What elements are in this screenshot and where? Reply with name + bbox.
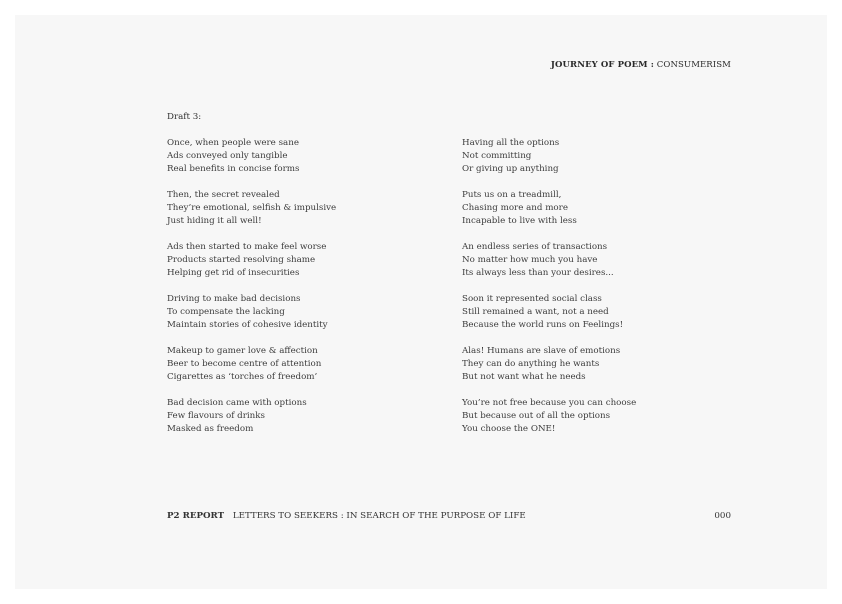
poem-left-column xyxy=(167,137,336,449)
page-footer xyxy=(167,511,526,521)
poem-stanza xyxy=(462,137,636,176)
poem-line: Just hiding it all well! xyxy=(167,216,262,226)
poem-line: Masked as freedom xyxy=(167,424,254,434)
poem-line: Cigarettes as ‘torches of freedom’ xyxy=(167,372,318,382)
poem-line: Once, when people were sane xyxy=(167,138,299,148)
poem-line: Then, the secret revealed xyxy=(167,190,280,200)
poem-line: You’re not free because you can choose xyxy=(462,398,637,408)
page-sheet xyxy=(15,15,827,589)
page-number: 000 xyxy=(714,511,731,521)
poem-line: Ads conveyed only tangible xyxy=(167,151,288,161)
poem-line: They’re emotional, selfish & impulsive xyxy=(167,203,337,213)
poem-stanza xyxy=(167,293,336,332)
poem-stanza xyxy=(462,189,636,228)
poem-stanza xyxy=(462,345,636,384)
footer-subtitle: LETTERS TO SEEKERS : IN SEARCH OF THE PURPOSE OF LIFE xyxy=(232,511,526,521)
poem-line: Products started resolving shame xyxy=(167,255,316,265)
poem-line: They can do anything he wants xyxy=(462,359,600,369)
poem-line: Not committing xyxy=(462,151,532,161)
draft-title: Draft 3: xyxy=(167,112,202,122)
poem-line: Because the world runs on Feelings! xyxy=(462,320,624,330)
poem-line: Real benefits in concise forms xyxy=(167,164,300,174)
poem-line: To compensate the lacking xyxy=(167,307,285,317)
poem-stanza xyxy=(167,241,336,280)
poem-line: Its always less than your desires... xyxy=(462,268,614,278)
poem-line: Few flavours of drinks xyxy=(167,411,265,421)
poem-line: But not want what he needs xyxy=(462,372,586,382)
poem-line: Alas! Humans are slave of emotions xyxy=(462,346,621,356)
poem-line: But because out of all the options xyxy=(462,411,611,421)
poem-line: You choose the ONE! xyxy=(462,424,556,434)
poem-line: Driving to make bad decisions xyxy=(167,294,301,304)
poem-stanza xyxy=(462,293,636,332)
poem-stanza xyxy=(167,137,336,176)
poem-line: Or giving up anything xyxy=(462,164,559,174)
page-header xyxy=(551,60,731,70)
poem-line: Makeup to gamer love & affection xyxy=(167,346,318,356)
header-title-bold: JOURNEY OF POEM : xyxy=(550,60,654,70)
poem-line: Ads then started to make feel worse xyxy=(167,242,327,252)
poem-line: Chasing more and more xyxy=(462,203,568,213)
poem-stanza xyxy=(167,345,336,384)
poem-stanza xyxy=(462,241,636,280)
poem-stanza xyxy=(167,397,336,436)
poem-line: Puts us on a treadmill, xyxy=(462,190,562,200)
header-title-rest: CONSUMERISM xyxy=(656,60,731,70)
poem-line: An endless series of transactions xyxy=(462,242,608,252)
poem-line: Beer to become centre of attention xyxy=(167,359,322,369)
poem-line: Bad decision came with options xyxy=(167,398,307,408)
poem-stanza xyxy=(462,397,636,436)
poem-right-column xyxy=(462,137,636,449)
poem-stanza xyxy=(167,189,336,228)
poem-line: Soon it represented social class xyxy=(462,294,602,304)
poem-line: Incapable to live with less xyxy=(462,216,577,226)
poem-line: Still remained a want, not a need xyxy=(462,307,609,317)
poem-line: Having all the options xyxy=(462,138,560,148)
poem-line: Maintain stories of cohesive identity xyxy=(167,320,328,330)
footer-report-label: P2 REPORT xyxy=(167,511,225,521)
poem-line: No matter how much you have xyxy=(462,255,598,265)
poem-line: Helping get rid of insecurities xyxy=(167,268,300,278)
